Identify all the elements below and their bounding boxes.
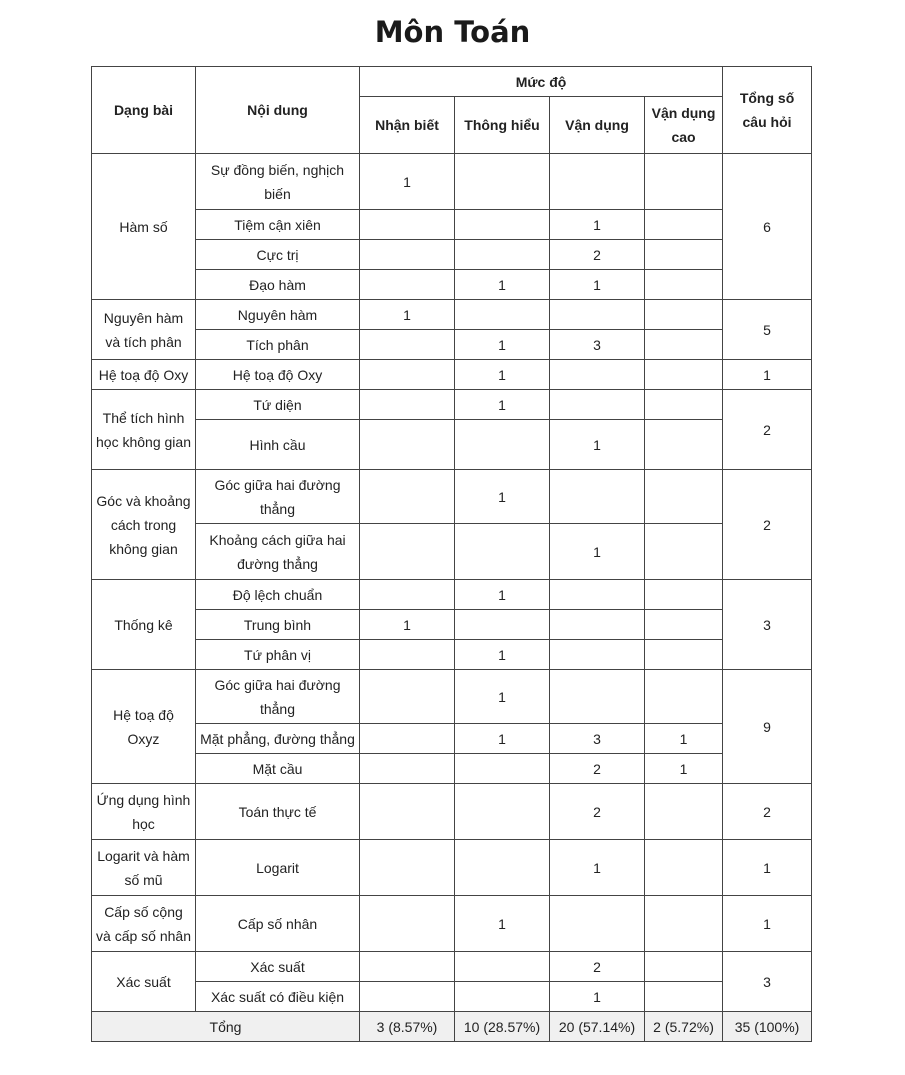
van-dung-cell: 1 <box>550 840 645 896</box>
table-row <box>92 154 812 210</box>
noi-dung-cell: Trung bình <box>196 610 360 640</box>
nhan-biet-cell <box>360 580 455 610</box>
van-dung-cao-cell <box>645 640 723 670</box>
tong-so-cell: 1 <box>723 896 812 952</box>
noi-dung-cell: Hình cầu <box>196 420 360 470</box>
nhan-biet-cell <box>360 982 455 1012</box>
van-dung-cell: 1 <box>550 524 645 580</box>
thong-hieu-cell <box>455 610 550 640</box>
thong-hieu-cell: 1 <box>455 724 550 754</box>
van-dung-cell <box>550 670 645 724</box>
van-dung-cao-cell <box>645 784 723 840</box>
table-row <box>92 270 812 300</box>
dang-bai-cell: Thống kê <box>92 580 196 670</box>
totals-nhan-biet: 3 (8.57%) <box>360 1012 455 1042</box>
van-dung-cell: 2 <box>550 754 645 784</box>
totals-van-dung: 20 (57.14%) <box>550 1012 645 1042</box>
van-dung-cell <box>550 896 645 952</box>
dang-bai-cell: Nguyên hàm và tích phân <box>92 300 196 360</box>
van-dung-cell: 3 <box>550 724 645 754</box>
tong-so-cell: 5 <box>723 300 812 360</box>
nhan-biet-cell <box>360 640 455 670</box>
totals-thong-hieu: 10 (28.57%) <box>455 1012 550 1042</box>
tong-so-cell: 2 <box>723 390 812 470</box>
van-dung-cell <box>550 580 645 610</box>
thong-hieu-cell: 1 <box>455 640 550 670</box>
nhan-biet-cell <box>360 330 455 360</box>
thong-hieu-cell: 1 <box>455 270 550 300</box>
noi-dung-cell: Hệ toạ độ Oxy <box>196 360 360 390</box>
tong-so-cell: 3 <box>723 952 812 1012</box>
van-dung-cao-cell <box>645 470 723 524</box>
totals-van-dung-cao: 2 (5.72%) <box>645 1012 723 1042</box>
van-dung-cao-cell <box>645 330 723 360</box>
header-tong-so: Tổng số câu hỏi <box>723 67 812 154</box>
tong-so-cell: 2 <box>723 470 812 580</box>
nhan-biet-cell: 1 <box>360 300 455 330</box>
van-dung-cao-cell <box>645 390 723 420</box>
dang-bai-cell: Hệ toạ độ Oxyz <box>92 670 196 784</box>
noi-dung-cell: Logarit <box>196 840 360 896</box>
noi-dung-cell: Toán thực tế <box>196 784 360 840</box>
thong-hieu-cell <box>455 840 550 896</box>
van-dung-cao-cell <box>645 210 723 240</box>
thong-hieu-cell <box>455 240 550 270</box>
nhan-biet-cell <box>360 896 455 952</box>
van-dung-cao-cell <box>645 360 723 390</box>
tong-so-cell: 1 <box>723 840 812 896</box>
header-van-dung: Vận dụng <box>550 97 645 154</box>
dang-bai-cell: Logarit và hàm số mũ <box>92 840 196 896</box>
van-dung-cell <box>550 610 645 640</box>
noi-dung-cell: Cấp số nhân <box>196 896 360 952</box>
table-row <box>92 724 812 754</box>
van-dung-cell: 1 <box>550 270 645 300</box>
thong-hieu-cell <box>455 784 550 840</box>
nhan-biet-cell <box>360 724 455 754</box>
noi-dung-cell: Cực trị <box>196 240 360 270</box>
thong-hieu-cell <box>455 754 550 784</box>
noi-dung-cell: Nguyên hàm <box>196 300 360 330</box>
van-dung-cao-cell <box>645 840 723 896</box>
table-row <box>92 210 812 240</box>
van-dung-cao-cell <box>645 524 723 580</box>
van-dung-cao-cell <box>645 670 723 724</box>
table-row <box>92 360 812 390</box>
table-row <box>92 470 812 524</box>
table-row <box>92 610 812 640</box>
nhan-biet-cell <box>360 270 455 300</box>
noi-dung-cell: Khoảng cách giữa hai đường thẳng <box>196 524 360 580</box>
van-dung-cell: 3 <box>550 330 645 360</box>
table-row <box>92 952 812 982</box>
nhan-biet-cell <box>360 784 455 840</box>
noi-dung-cell: Tích phân <box>196 330 360 360</box>
table-row <box>92 420 812 470</box>
noi-dung-cell: Xác suất có điều kiện <box>196 982 360 1012</box>
table-row <box>92 524 812 580</box>
noi-dung-cell: Tứ diện <box>196 390 360 420</box>
van-dung-cell: 1 <box>550 420 645 470</box>
page-title: Môn Toán <box>374 15 531 49</box>
tong-so-cell: 6 <box>723 154 812 300</box>
thong-hieu-cell <box>455 982 550 1012</box>
van-dung-cell <box>550 360 645 390</box>
dang-bai-cell: Cấp số cộng và cấp số nhân <box>92 896 196 952</box>
van-dung-cell <box>550 470 645 524</box>
header-dang-bai: Dạng bài <box>92 67 196 154</box>
dang-bai-cell: Ứng dụng hình học <box>92 784 196 840</box>
table-row <box>92 580 812 610</box>
dang-bai-cell: Thể tích hình học không gian <box>92 390 196 470</box>
thong-hieu-cell: 1 <box>455 470 550 524</box>
van-dung-cao-cell <box>645 896 723 952</box>
noi-dung-cell: Đạo hàm <box>196 270 360 300</box>
van-dung-cao-cell <box>645 240 723 270</box>
thong-hieu-cell: 1 <box>455 390 550 420</box>
table-row <box>92 330 812 360</box>
nhan-biet-cell <box>360 754 455 784</box>
tong-so-cell: 9 <box>723 670 812 784</box>
tong-so-cell: 2 <box>723 784 812 840</box>
dang-bai-cell: Hệ toạ độ Oxy <box>92 360 196 390</box>
van-dung-cell <box>550 300 645 330</box>
table-row <box>92 982 812 1012</box>
van-dung-cell: 2 <box>550 784 645 840</box>
table-row <box>92 640 812 670</box>
nhan-biet-cell <box>360 360 455 390</box>
thong-hieu-cell <box>455 524 550 580</box>
dang-bai-cell: Xác suất <box>92 952 196 1012</box>
van-dung-cao-cell <box>645 580 723 610</box>
nhan-biet-cell <box>360 470 455 524</box>
header-nhan-biet: Nhận biết <box>360 97 455 154</box>
van-dung-cao-cell <box>645 610 723 640</box>
noi-dung-cell: Mặt phẳng, đường thẳng <box>196 724 360 754</box>
table-body <box>92 154 812 1012</box>
van-dung-cell <box>550 154 645 210</box>
nhan-biet-cell <box>360 240 455 270</box>
totals-all: 35 (100%) <box>723 1012 812 1042</box>
tong-so-cell: 1 <box>723 360 812 390</box>
table-row <box>92 240 812 270</box>
header-muc-do: Mức độ <box>360 67 723 97</box>
thong-hieu-cell: 1 <box>455 896 550 952</box>
thong-hieu-cell <box>455 952 550 982</box>
table-row <box>92 300 812 330</box>
van-dung-cao-cell <box>645 300 723 330</box>
matrix-table <box>91 66 812 1042</box>
nhan-biet-cell: 1 <box>360 154 455 210</box>
van-dung-cao-cell: 1 <box>645 754 723 784</box>
tong-so-cell: 3 <box>723 580 812 670</box>
noi-dung-cell: Tứ phân vị <box>196 640 360 670</box>
van-dung-cell: 1 <box>550 210 645 240</box>
totals-label: Tổng <box>92 1012 360 1042</box>
noi-dung-cell: Xác suất <box>196 952 360 982</box>
van-dung-cao-cell <box>645 270 723 300</box>
header-noi-dung: Nội dung <box>196 67 360 154</box>
header-thong-hieu: Thông hiểu <box>455 97 550 154</box>
thong-hieu-cell <box>455 420 550 470</box>
table-row <box>92 896 812 952</box>
nhan-biet-cell <box>360 524 455 580</box>
table-row <box>92 754 812 784</box>
van-dung-cao-cell <box>645 952 723 982</box>
dang-bai-cell: Hàm số <box>92 154 196 300</box>
van-dung-cao-cell <box>645 154 723 210</box>
totals-row <box>92 1012 812 1042</box>
van-dung-cell: 2 <box>550 240 645 270</box>
noi-dung-cell: Góc giữa hai đường thẳng <box>196 470 360 524</box>
van-dung-cell: 2 <box>550 952 645 982</box>
thong-hieu-cell <box>455 300 550 330</box>
thong-hieu-cell: 1 <box>455 670 550 724</box>
noi-dung-cell: Mặt cầu <box>196 754 360 784</box>
table-row <box>92 840 812 896</box>
thong-hieu-cell <box>455 154 550 210</box>
van-dung-cell <box>550 390 645 420</box>
table-row <box>92 670 812 724</box>
thong-hieu-cell: 1 <box>455 360 550 390</box>
table-row <box>92 390 812 420</box>
thong-hieu-cell: 1 <box>455 330 550 360</box>
header-van-dung-cao: Vận dụng cao <box>645 97 723 154</box>
thong-hieu-cell: 1 <box>455 580 550 610</box>
van-dung-cao-cell <box>645 982 723 1012</box>
nhan-biet-cell: 1 <box>360 610 455 640</box>
nhan-biet-cell <box>360 210 455 240</box>
nhan-biet-cell <box>360 670 455 724</box>
nhan-biet-cell <box>360 952 455 982</box>
van-dung-cao-cell <box>645 420 723 470</box>
noi-dung-cell: Tiệm cận xiên <box>196 210 360 240</box>
noi-dung-cell: Góc giữa hai đường thẳng <box>196 670 360 724</box>
nhan-biet-cell <box>360 390 455 420</box>
van-dung-cao-cell: 1 <box>645 724 723 754</box>
nhan-biet-cell <box>360 420 455 470</box>
table-row <box>92 784 812 840</box>
van-dung-cell: 1 <box>550 982 645 1012</box>
van-dung-cell <box>550 640 645 670</box>
noi-dung-cell: Độ lệch chuẩn <box>196 580 360 610</box>
thong-hieu-cell <box>455 210 550 240</box>
dang-bai-cell: Góc và khoảng cách trong không gian <box>92 470 196 580</box>
noi-dung-cell: Sự đồng biến, nghịch biến <box>196 154 360 210</box>
nhan-biet-cell <box>360 840 455 896</box>
